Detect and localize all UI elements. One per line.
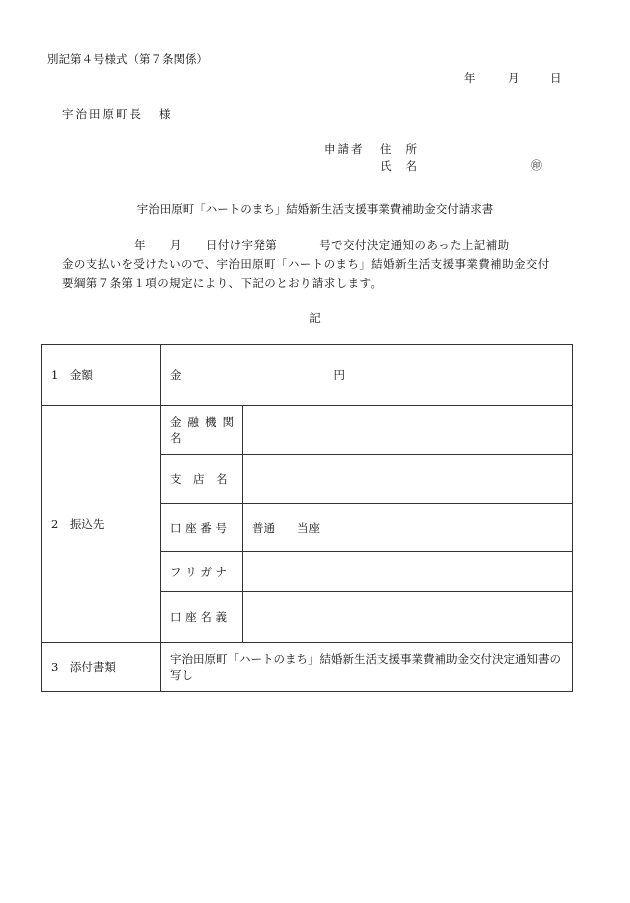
applicant-label: 申請者 bbox=[324, 142, 365, 156]
addressee bbox=[62, 106, 173, 122]
body-line-2: 金の支払いを受けたいので、宇治田原町「ハートのまち」結婚新生活支援事業費補助金交付 bbox=[62, 257, 550, 271]
bank-row bbox=[42, 406, 573, 455]
bank-label: 金融機関名 bbox=[161, 406, 243, 455]
ki-heading: 記 bbox=[309, 311, 321, 325]
account-type-normal[interactable]: 普通 bbox=[252, 520, 275, 535]
date-year-label: 年 bbox=[464, 71, 476, 85]
body-notice-prefix: 日付け宇発第 bbox=[205, 238, 278, 252]
date-day-label: 日 bbox=[550, 71, 562, 85]
addressee-honorific: 様 bbox=[159, 107, 173, 121]
transfer-label: 2 振込先 bbox=[42, 406, 161, 643]
branch-field[interactable] bbox=[243, 455, 573, 504]
applicant-name-label: 氏名 bbox=[380, 159, 431, 173]
attachment-row bbox=[42, 643, 573, 692]
amount-label: 1 金額 bbox=[42, 345, 161, 406]
account-number-label: 口 座 番 号 bbox=[161, 504, 243, 552]
form-number: 別記第４号様式（第７条関係） bbox=[47, 52, 208, 66]
request-details-table bbox=[41, 344, 573, 692]
account-number-field[interactable] bbox=[243, 504, 573, 552]
date-month-label: 月 bbox=[508, 71, 520, 85]
body-line-1 bbox=[62, 236, 582, 255]
request-body bbox=[62, 236, 582, 293]
body-line-3: 要綱第７条第１項の規定により、下記のとおり請求します。 bbox=[62, 276, 383, 290]
amount-field[interactable] bbox=[161, 345, 573, 406]
applicant-address-label: 住所 bbox=[380, 142, 431, 156]
account-type-current[interactable]: 当座 bbox=[297, 520, 320, 535]
body-year-label: 年 bbox=[134, 238, 146, 252]
branch-label: 支 店 名 bbox=[161, 455, 243, 504]
body-notice-suffix: 号で交付決定通知のあった上記補助 bbox=[319, 238, 510, 252]
seal-mark-icon: ㊞ bbox=[531, 159, 542, 172]
account-holder-field[interactable] bbox=[243, 592, 573, 643]
attachment-label: 3 添付書類 bbox=[42, 643, 161, 692]
date-line bbox=[464, 70, 562, 86]
account-holder-label: 口 座 名 義 bbox=[161, 592, 243, 643]
body-month-label: 月 bbox=[169, 238, 182, 252]
furigana-field[interactable] bbox=[243, 552, 573, 592]
attachment-value: 宇治田原町「ハートのまち」結婚新生活支援事業費補助金交付決定通知書の写し bbox=[161, 643, 573, 692]
amount-row bbox=[42, 345, 573, 406]
amount-prefix: 金 bbox=[170, 368, 182, 382]
amount-suffix: 円 bbox=[333, 368, 345, 382]
addressee-name: 宇治田原町長 bbox=[62, 107, 143, 121]
document-title: 宇治田原町「ハートのまち」結婚新生活支援事業費補助金交付請求書 bbox=[136, 202, 494, 216]
furigana-label: フ リ ガ ナ bbox=[161, 552, 243, 592]
bank-field[interactable] bbox=[243, 406, 573, 455]
